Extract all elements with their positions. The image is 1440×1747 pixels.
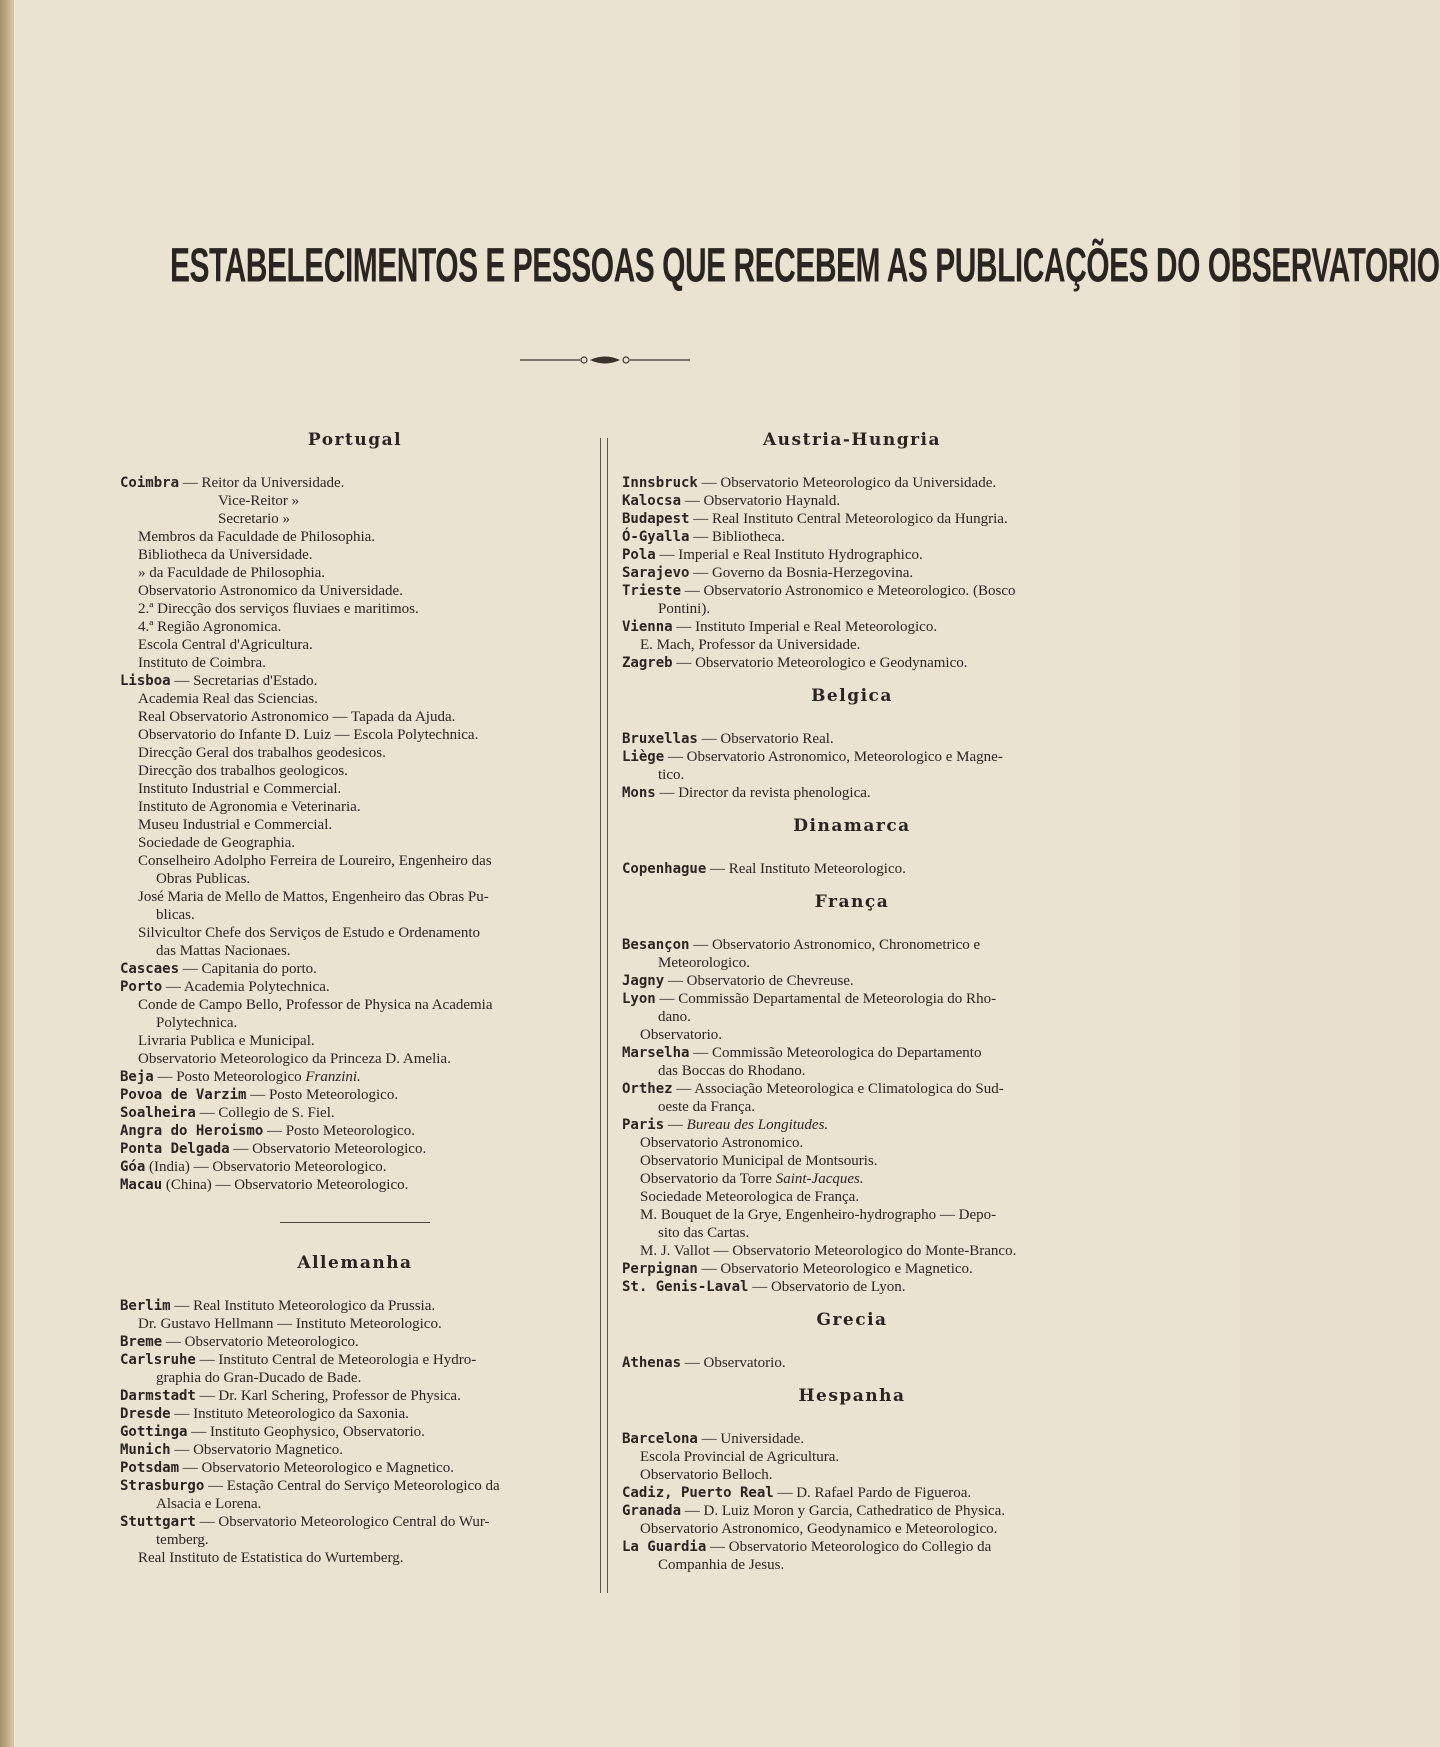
entry-text: — Commissão Meteorologica do Departamento [689,1045,982,1061]
entry-text: Observatorio Municipal de Montsouris. [640,1153,878,1169]
entry-text: — Academia Polytechnica. [162,979,330,995]
entry-line [120,978,590,996]
location-name: Cadiz, Puerto Real [622,1485,774,1501]
country-section [622,430,1082,672]
entry-text: — Observatorio Astronomico, Chronometrico e [689,937,981,953]
entry-line [622,1242,1082,1260]
entry-line [622,1044,1082,1062]
entry-text: Livraria Publica e Municipal. [138,1033,315,1049]
entry-line [622,510,1082,528]
entry-line [622,600,1082,618]
location-name: La Guardia [622,1539,707,1555]
location-name: Angra do Heroismo [120,1123,264,1139]
entry-italic: Bureau des Longitudes. [686,1117,829,1133]
book-spine [0,0,14,1747]
location-name: Mons [622,785,656,801]
entry-text: Observatorio Belloch. [640,1467,773,1483]
entry-line [120,564,590,582]
entry-line [120,744,590,762]
entry-text: Sociedade Meteorologica de França. [640,1189,860,1205]
entry-line [622,1116,1082,1134]
entry-line [120,942,590,960]
location-name: Darmstadt [120,1388,196,1404]
entry-text: » da Faculdade de Philosophia. [138,565,326,581]
country-heading: Allemanha [297,1253,413,1273]
entry-text: dano. [658,1009,691,1025]
right-column [622,430,1082,1588]
country-heading: Belgica [811,686,893,706]
entry-text: — Instituto Meteorologico da Saxonia. [170,1406,409,1422]
entry-line [120,1387,590,1405]
entry-line [622,1080,1082,1098]
entry-line [120,1158,590,1176]
entry-text: — Director da revista phenologica. [655,785,871,801]
location-name: Munich [120,1442,171,1458]
entry-text: Direcção Geral dos trabalhos geodesicos. [138,745,386,761]
entry-line [120,1050,590,1068]
entry-text: Observatorio. [640,1027,723,1043]
entry-line [622,1152,1082,1170]
entry-text: Escola Provincial de Agricultura. [640,1449,840,1465]
entry-line [120,852,590,870]
entry-text: José Maria de Mello de Mattos, Engenheiro das Obras Pu- [138,889,489,905]
entry-line [120,474,590,492]
entry-text: — Observatorio Haynald. [681,493,841,509]
entry-italic: Saint-Jacques. [775,1171,864,1187]
entry-text: — Instituto Imperial e Real Meteorologico. [672,619,938,635]
entry-text: (China) — Observatorio Meteorologico. [162,1177,409,1193]
entry-line [120,492,590,510]
entry-line [622,1430,1082,1448]
entry-line [120,870,590,888]
country-heading: Portugal [307,430,403,450]
entry-text: — Collegio de S. Fiel. [195,1105,335,1121]
entry-text: tico. [658,767,685,783]
country-section [622,816,1082,878]
entry-line [622,1188,1082,1206]
entry-text: Membros da Faculdade de Philosophia. [138,529,376,545]
entry-text: M. J. Vallot — Observatorio Meteorologico do Monte-Branco. [640,1243,1017,1259]
entry-line [622,1098,1082,1116]
entry-text: — Bibliotheca. [689,529,785,545]
entry-text: oeste da França. [658,1099,756,1115]
entry-text: — D. Luiz Moron y Garcia, Cathedratico de Physica. [681,1503,1006,1519]
location-name: Gottinga [120,1424,188,1440]
location-name: Marselha [622,1045,690,1061]
country-section [120,1253,590,1567]
entry-text: — Imperial e Real Instituto Hydrographico. [655,547,923,563]
entry-text: — Reitor da Universidade. [179,475,345,491]
entry-text: Instituto Industrial e Commercial. [138,781,342,797]
entry-text: — Observatorio Astronomico, Meteorologico e Magne- [664,749,1003,765]
entry-line [622,474,1082,492]
entry-text: — Universidade. [697,1431,805,1447]
entry-line [622,730,1082,748]
entry-text: (India) — Observatorio Meteorologico. [145,1159,387,1175]
entry-line [120,1405,590,1423]
location-name: Ó-Gyalla [622,529,690,545]
entry-text: Obras Publicas. [156,871,251,887]
location-name: Perpignan [622,1261,698,1277]
entry-line [622,582,1082,600]
entry-text: — Real Instituto Meteorologico. [706,861,906,877]
entry-text: — Observatorio de Lyon. [748,1279,906,1295]
entry-text: 2.ª Direcção dos serviços fluviaes e maritimos. [138,601,419,617]
entry-line [120,1122,590,1140]
entry-text: — [664,1117,687,1133]
entry-text: Instituto de Coimbra. [138,655,266,671]
location-name: Lisboa [120,673,171,689]
location-name: Ponta Delgada [120,1141,230,1157]
entry-line [120,1068,590,1086]
entry-line [120,834,590,852]
entry-line [120,690,590,708]
entry-line [622,1170,1082,1188]
location-name: Dresde [120,1406,171,1422]
entry-line [622,618,1082,636]
location-name: Orthez [622,1081,673,1097]
entry-text: — Observatorio Real. [697,731,834,747]
entry-line [120,816,590,834]
entry-text: — Real Instituto Meteorologico da Prussia. [170,1298,436,1314]
entry-line [622,1354,1082,1372]
entry-line [622,1008,1082,1026]
ornament-divider [520,352,690,368]
entry-text: — Observatorio Magnetico. [170,1442,344,1458]
entry-line [622,1466,1082,1484]
entry-line [120,906,590,924]
entry-line [120,1014,590,1032]
entry-line [622,546,1082,564]
country-heading: Austria-Hungria [762,430,942,450]
entry-text: Observatorio Meteorologico da Princeza D. Amelia. [138,1051,451,1067]
entry-text: Silvicultor Chefe dos Serviços de Estudo e Ordenamento [138,925,481,941]
entry-line [622,784,1082,802]
entry-line [622,766,1082,784]
location-name: Trieste [622,583,682,599]
location-name: St. Genis-Laval [622,1279,749,1295]
location-name: Soalheira [120,1105,196,1121]
entry-text: — Observatorio Meteorologico. [162,1334,359,1350]
entry-text: Observatorio do Infante D. Luiz — Escola Polytechnica. [138,727,479,743]
entry-line [120,1369,590,1387]
entry-line [120,1351,590,1369]
country-heading: França [814,892,890,912]
entry-text: — Observatorio Meteorologico e Magnetico. [179,1460,454,1476]
entry-line [120,780,590,798]
entry-line [120,960,590,978]
country-heading: Grecia [816,1310,888,1330]
entry-text: temberg. [156,1532,209,1548]
entry-line [622,1538,1082,1556]
location-name: Stuttgart [120,1514,196,1530]
entry-line [622,1448,1082,1466]
entry-text: — Capitania do porto. [179,961,317,977]
location-name: Carlsruhe [120,1352,196,1368]
entry-text: — Real Instituto Central Meteorologico da Hungria. [689,511,1008,527]
entry-line [120,1140,590,1158]
entry-line [120,1315,590,1333]
entry-line [120,798,590,816]
entry-text: — Estação Central do Serviço Meteorologico da [204,1478,500,1494]
entry-line [120,1495,590,1513]
entry-text: Escola Central d'Agricultura. [138,637,313,653]
country-heading: Dinamarca [793,816,911,836]
entry-text: Museu Industrial e Commercial. [138,817,333,833]
entry-line [622,748,1082,766]
location-name: Athenas [622,1355,682,1371]
entry-line [120,1531,590,1549]
entry-text: — Governo da Bosnia-Herzegovina. [689,565,914,581]
entry-text: Pontini). [658,601,711,617]
entry-text: Conde de Campo Bello, Professor de Physica na Academia [138,997,493,1013]
entry-line [120,636,590,654]
entry-text: — Observatorio Meteorologico Central do Wur- [195,1514,490,1530]
entry-text: Real Observatorio Astronomico — Tapada da Ajuda. [138,709,456,725]
entry-line [622,936,1082,954]
location-name: Paris [622,1117,665,1133]
entry-line [622,654,1082,672]
entry-text: — Posto Meteorologico. [263,1123,415,1139]
entry-line [622,1502,1082,1520]
country-section [120,430,590,1194]
entry-text: — Observatorio Meteorologico e Magnetico. [697,1261,973,1277]
entry-line [120,1297,590,1315]
entry-text: Bibliotheca da Universidade. [138,547,313,563]
entry-line [120,654,590,672]
entry-line [120,1549,590,1567]
entry-line [120,888,590,906]
entry-line [622,1134,1082,1152]
country-section [622,686,1082,802]
entry-text: graphia do Gran-Ducado de Bade. [156,1370,362,1386]
location-name: Pola [622,547,656,563]
location-name: Berlim [120,1298,171,1314]
entry-line [120,672,590,690]
location-name: Jagny [622,973,665,989]
entry-text: — Posto Meteorologico [153,1069,306,1085]
entry-text: Polytechnica. [156,1015,238,1031]
entry-line [622,954,1082,972]
entry-text: Observatorio da Torre [640,1171,776,1187]
entry-line [120,600,590,618]
entry-text: Observatorio Astronomico. [640,1135,804,1151]
entry-line [622,1224,1082,1242]
entry-line [622,990,1082,1008]
entry-line [622,528,1082,546]
entry-text: E. Mach, Professor da Universidade. [640,637,861,653]
entry-line [120,1104,590,1122]
section-rule [280,1222,430,1223]
entry-line [120,582,590,600]
entry-text: blicas. [156,907,195,923]
entry-line [120,1477,590,1495]
location-name: Vienna [622,619,673,635]
entry-line [120,1086,590,1104]
page-title: ESTABELECIMENTOS E PESSOAS QUE RECEBEM AS PUBLICAÇÕES DO OBSERVATORIO [170,240,1440,293]
entry-text: — Observatorio Meteorologico e Geodynamico. [672,655,968,671]
entry-line [120,726,590,744]
country-section [622,892,1082,1296]
entry-text: das Mattas Nacionaes. [156,943,291,959]
entry-line [120,762,590,780]
entry-line [120,924,590,942]
country-section [622,1310,1082,1372]
entry-line [622,1556,1082,1574]
entry-text: Observatorio Astronomico, Geodynamico e Meteorologico. [640,1521,998,1537]
entry-line [120,996,590,1014]
entry-text: — Instituto Central de Meteorologia e Hydro- [195,1352,477,1368]
entry-line [622,1278,1082,1296]
location-name: Breme [120,1334,163,1350]
entry-text: Dr. Gustavo Hellmann — Instituto Meteorologico. [138,1316,442,1332]
location-name: Liège [622,749,665,765]
entry-line [622,1260,1082,1278]
entry-text: Vice-Reitor » [218,493,300,509]
entry-text: — Observatorio de Chevreuse. [664,973,854,989]
entry-text: — Instituto Geophysico, Observatorio. [187,1424,425,1440]
entry-text: sito das Cartas. [658,1225,750,1241]
entry-line [120,708,590,726]
entry-line [120,546,590,564]
entry-italic: Franzini. [305,1069,361,1085]
entry-text: Academia Real das Sciencias. [138,691,318,707]
entry-text: — Posto Meteorologico. [246,1087,399,1103]
entry-text: Direcção dos trabalhos geologicos. [138,763,348,779]
entry-text: M. Bouquet de la Grye, Engenheiro-hydrographo — Depo- [640,1207,997,1223]
entry-text: — Secretarias d'Estado. [170,673,318,689]
column-divider [600,438,608,1593]
location-name: Kalocsa [622,493,682,509]
entry-text: — Associação Meteorologica e Climatologica do Sud- [672,1081,1004,1097]
entry-line [120,1032,590,1050]
location-name: Cascaes [120,961,180,977]
entry-text: Instituto de Agronomia e Veterinaria. [138,799,361,815]
location-name: Porto [120,979,163,995]
entry-text: — D. Rafael Pardo de Figueroa. [773,1485,972,1501]
entry-line [120,528,590,546]
entry-line [120,1513,590,1531]
entry-line [622,492,1082,510]
entry-text: — Observatorio Meteorologico da Universidade. [697,475,997,491]
location-name: Granada [622,1503,682,1519]
entry-line [120,1459,590,1477]
entry-text: — Observatorio. [681,1355,786,1371]
entry-line [622,860,1082,878]
entry-text: — Observatorio Meteorologico do Collegio da [706,1539,992,1555]
entry-text: das Boccas do Rhodano. [658,1063,806,1079]
location-name: Innsbruck [622,475,698,491]
entry-text: Observatorio Astronomico da Universidade. [138,583,403,599]
entry-line [622,1062,1082,1080]
entry-text: Alsacia e Lorena. [156,1496,262,1512]
entry-line [622,972,1082,990]
location-name: Strasburgo [120,1478,205,1494]
entry-text: Companhia de Jesus. [658,1557,785,1573]
entry-text: 4.ª Região Agronomica. [138,619,282,635]
entry-line [622,1026,1082,1044]
location-name: Coimbra [120,475,180,491]
entry-text: — Dr. Karl Schering, Professor de Physica. [195,1388,461,1404]
location-name: Góa [120,1159,146,1175]
left-column [120,430,590,1581]
entry-line [622,1206,1082,1224]
entry-text: Sociedade de Geographia. [138,835,296,851]
location-name: Lyon [622,991,656,1007]
location-name: Macau [120,1177,163,1193]
location-name: Potsdam [120,1460,180,1476]
entry-text: Real Instituto de Estatistica do Wurtemberg. [138,1550,404,1566]
entry-line [120,1441,590,1459]
location-name: Besançon [622,937,690,953]
location-name: Copenhague [622,861,707,877]
entry-line [120,618,590,636]
entry-text: — Observatorio Astronomico e Meteorologico. (Bosco [681,583,1016,599]
entry-line [120,1423,590,1441]
location-name: Zagreb [622,655,673,671]
entry-line [622,564,1082,582]
entry-line [120,510,590,528]
location-name: Barcelona [622,1431,698,1447]
location-name: Bruxellas [622,731,698,747]
location-name: Povoa de Varzim [120,1087,247,1103]
entry-text: Secretario » [218,511,291,527]
country-heading: Hespanha [798,1386,906,1406]
entry-line [622,636,1082,654]
entry-text: Conselheiro Adolpho Ferreira de Loureiro, Engenheiro das [138,853,492,869]
entry-line [622,1484,1082,1502]
entry-line [120,1333,590,1351]
entry-line [622,1520,1082,1538]
country-section [622,1386,1082,1574]
location-name: Sarajevo [622,565,690,581]
entry-text: Meteorologico. [658,955,751,971]
location-name: Budapest [622,511,690,527]
location-name: Beja [120,1069,154,1085]
entry-text: — Commissão Departamental de Meteorologia do Rho- [655,991,997,1007]
entry-text: — Observatorio Meteorologico. [229,1141,427,1157]
entry-line [120,1176,590,1194]
